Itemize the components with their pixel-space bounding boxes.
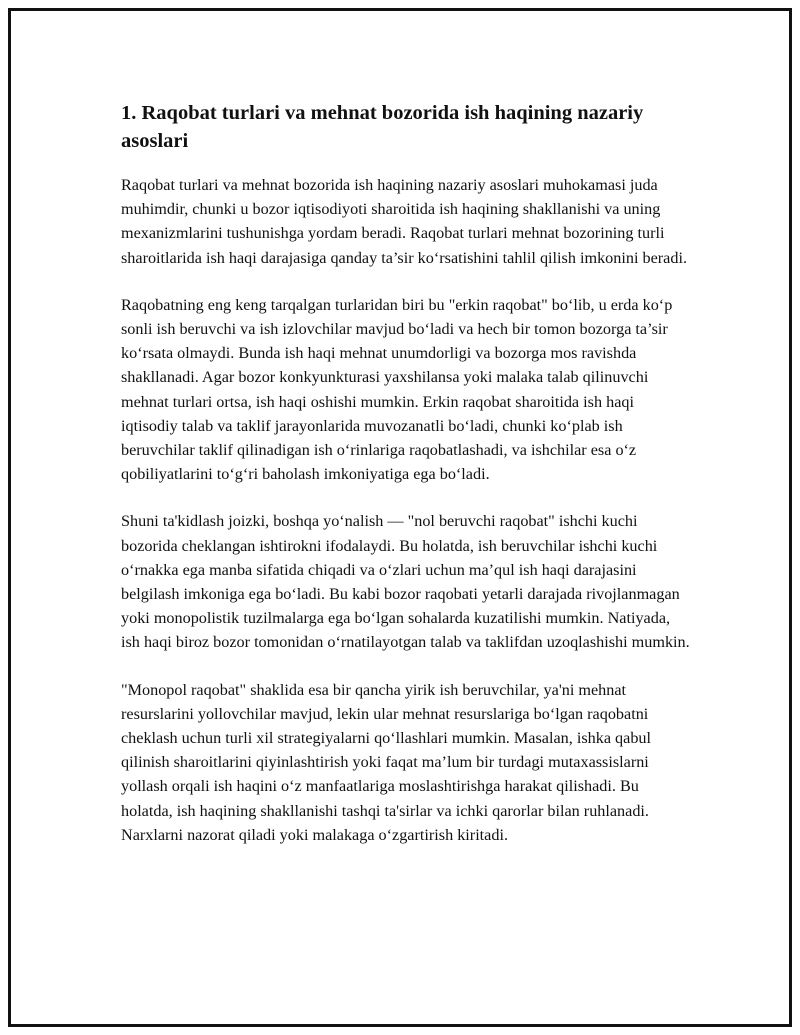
paragraph-monopoly-competition: "Monopol raqobat" shaklida esa bir qancha yirik ish beruvchilar, ya'ni mehnat resurslarini yollovchilar mavjud, lekin ular mehnat resurslariga bo‘lgan raqobatni cheklash uchun turli xil strategiyalarni qo‘llashlari mumkin. Masalan, ishka qabul qilinish sharoitlarini qiyinlashtirish yoki faqat ma’lum bir turdagi mutaxassislarni yollash orqali ish haqini o‘z manfaatlariga moslashtirishga harakat qilishadi. Bu holatda, ish haqining shakllanishi tashqi ta'sirlar va ichki qarorlar bilan ruhlanadi. Narxlarni nazorat qiladi yoki malakaga o‘zgartirish kiritadi. bbox=[121, 680, 652, 844]
page-border-frame bbox=[8, 8, 792, 1027]
section-title: 1. Raqobat turlari va mehnat bozorida ish haqining nazariy asoslari bbox=[121, 102, 644, 152]
paragraph-free-competition: Raqobatning eng keng tarqalgan turlaridan biri bu "erkin raqobat" bo‘lib, u erda ko‘p sonli ish beruvchi va ish izlovchilar mavjud bo‘ladi va hech bir tomon bozorga ta’sir ko‘rsata olmaydi. Bunda ish haqi mehnat unumdorligi va bozorga mos ravishda shakllanadi. Agar bozor konkyunkturasi yaxshilansa yoki malaka talab qilinuvchi mehnat turlari ortsa, ish haqi oshishi mumkin. Erkin raqobat sharoitida ish haqi iqtisodiy talab va taklif jarayonlarida muvozanatli bo‘ladi, chunki ko‘plab ish beruvchilar taklif qilinadigan ish o‘rinlariga raqobatlashadi, va ishchilar esa o‘z qobiliyatlarini to‘g‘ri baholash imkoniyatiga ega bo‘ladi. bbox=[121, 295, 673, 484]
document-body bbox=[121, 99, 691, 870]
paragraph-intro: Raqobat turlari va mehnat bozorida ish haqining nazariy asoslari muhokamasi juda muhimdir, chunki u bozor iqtisodiyoti sharoitida ish haqining shakllanishi va uning mexanizmlarini tushunishga yordam beradi. Raqobat turlari mehnat bozorining turli sharoitlarida ish haqi darajasiga qanday ta’sir ko‘rsatishini tahlil qilish imkonini beradi. bbox=[121, 176, 687, 267]
paragraph-zero-competition: Shuni ta'kidlash joizki, boshqa yo‘nalish — "nol beruvchi raqobat" ishchi kuchi bozorida cheklangan ishtirokni ifodalaydi. Bu holatda, ish beruvchilar ishchi kuchi o‘rnakka ega manba sifatida chiqadi va o‘zlari uchun ma’qul ish haqi darajasini belgilash imkoniga ega bo‘ladi. Bu kabi bozor raqobati yetarli darajada rivojlanmagan yoki monopolistik tuzilmalarga ega bo‘lgan sohalarda kuzatilishi mumkin. Natiyada, ish haqi biroz bozor tomonidan o‘rnatilayotgan talab va taklifdan uzoqlashishi mumkin. bbox=[121, 512, 690, 652]
